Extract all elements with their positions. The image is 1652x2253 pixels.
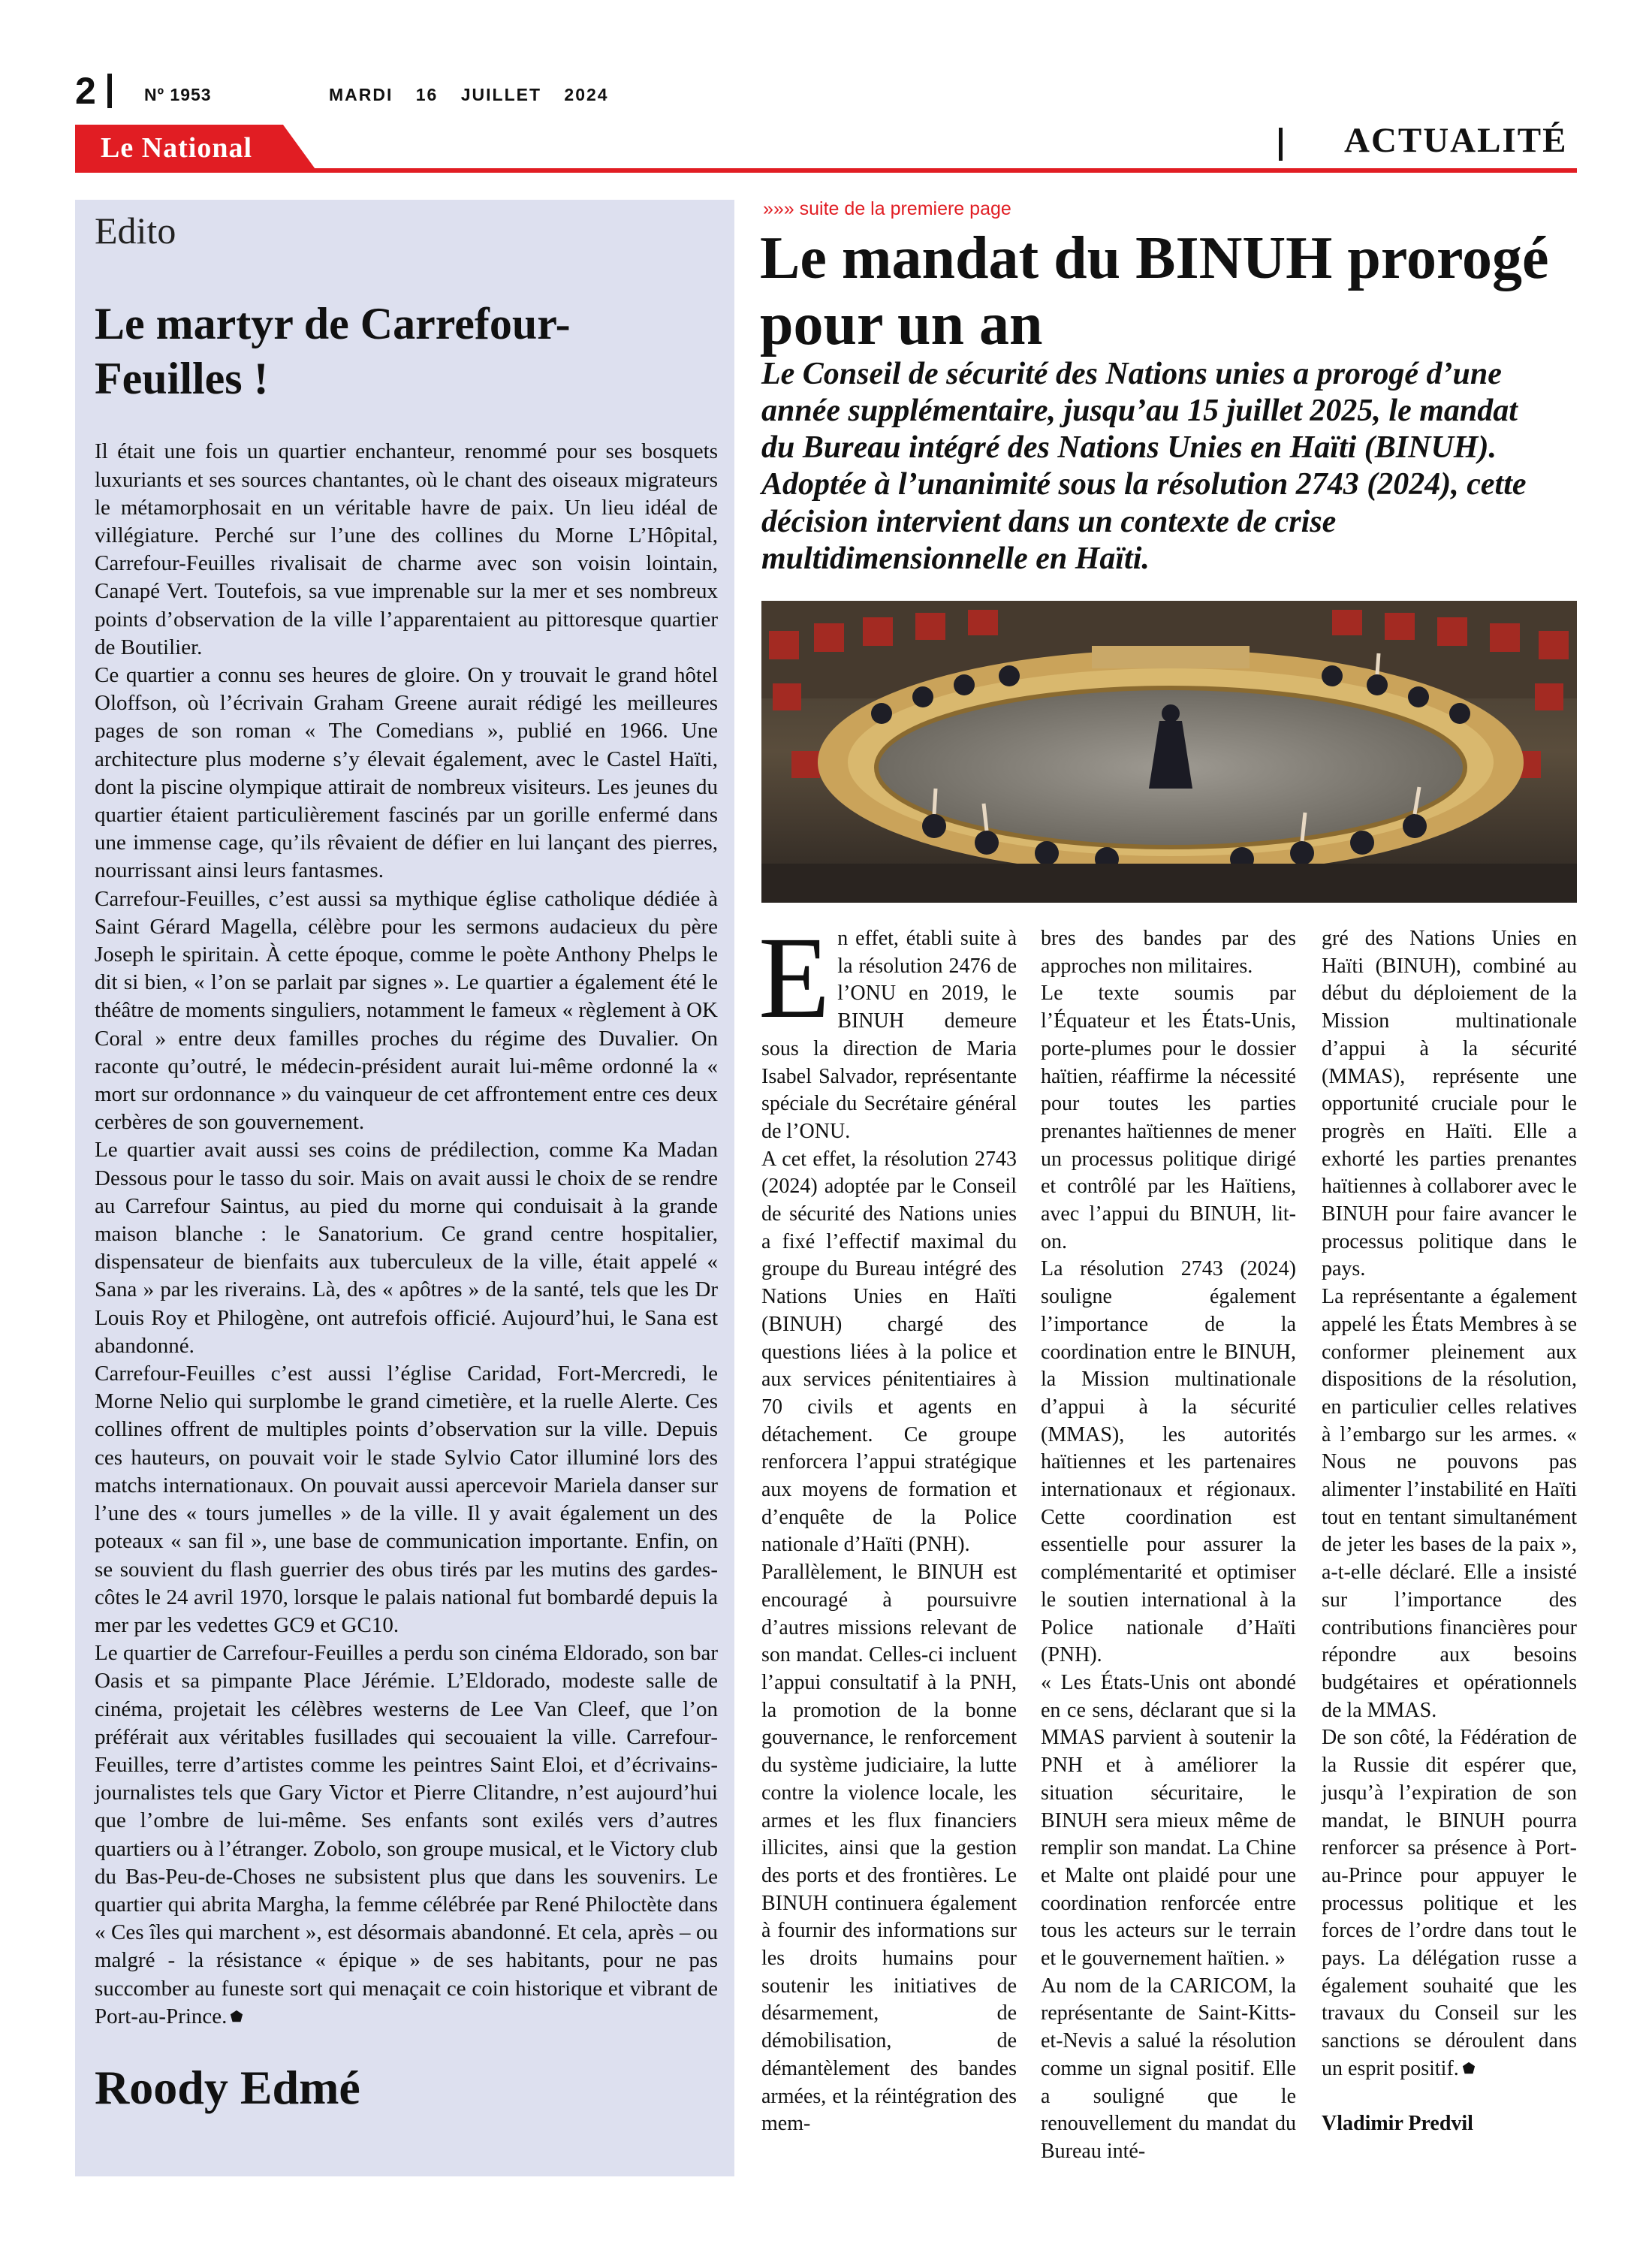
end-mark-icon — [230, 2010, 243, 2023]
edito-title: Le martyr de Carrefour-Feuilles ! — [95, 299, 571, 404]
edito-paragraph-last — [95, 1639, 718, 2031]
newspaper-name: Le National — [101, 132, 253, 164]
edito-paragraph: Carrefour-Feuilles, c’est aussi sa mythique église catholique dédiée à Saint Gérard Magella, célèbre pour les sermons audacieux du père Joseph le spiritain. À cette époque, comme le poète Anthony Phelps le dit si bien, « l’on se parlait par signes ». Le quartier a également été le théâtre de moments singuliers, notamment le fameux « règlement à OK Coral » entre deux familles proches du régime des Duvalier. On raconte qu’outré, le médecin-président aurait lui-même ordonné la « mort sur ordonnance » du vainqueur de cet affrontement entre ces deux cerbères de son gouvernement. — [95, 886, 718, 1135]
article-column-2 — [1041, 925, 1296, 2166]
page-number-divider — [107, 74, 112, 108]
edito-paragraph: Ce quartier a connu ses heures de gloire. On y trouvait le grand hôtel Oloffson, où l’écrivain Graham Greene aurait rédigé les meilleures pages de son roman « The Comedians », publié en 1966. Une architecture plus moderne s’y élevait également, avec le Castel Haïti, dont la piscine olympique attirait de nombreux visiteurs. Les jeunes du quartier étaient particulièrement fascinés par un gorille enfermé dans une immense cage, qu’ils rêvaient de défier en lui lançant des pierres, nourrissant ainsi leurs fantasmes. — [95, 663, 718, 883]
edito-author: Roody Edmé — [95, 2060, 360, 2114]
article-column-1 — [758, 912, 1017, 2138]
article-paragraph: gré des Nations Unies en Haïti (BINUH), combiné au début du déploiement de la Mission multinationale d’appui à la sécurité (MMAS), représente une opportunité cruciale pour le progrès en Haïti. Elle a exhorté les parties prenantes haïtiennes à collaborer avec le BINUH pour faire avancer le processus politique dans le pays. — [1322, 927, 1577, 1281]
article-paragraph-text: De son côté, la Fédération de la Russie dit espérer que, jusqu’à l’expiration de son mandat, le BINUH pourra renforcer sa présence à Port-au-Prince pour appuyer le processus politique et les forces de l’ordre dans tout le pays. La délégation russe a également souhaité que les travaux du Conseil sur les sanctions se déroulent dans un esprit positif. — [1322, 1726, 1577, 2080]
edito-paragraph: Carrefour-Feuilles c’est aussi l’église Caridad, Fort-Mercredi, le Morne Nelio qui surplombe le grand cimetière, et la ruelle Alerte. Ces collines offrent de multiples points d’observation sur la ville. Depuis ces hauteurs, on pouvait voir le stade Sylvio Cator illuminé lors des matchs internationaux. On pouvait aussi apercevoir Mariela danser sur l’une des « tours jumelles » de la ville. Il y avait également un des poteaux « san fil », une base de communication importante. Enfin, on se souvient du flash guerrier des obus tirés par les mutins des gardes-côtes le 24 avril 1970, lorsque le palais national fut bombardé depuis la mer par les vedettes GC9 et GC10. — [95, 1362, 718, 1637]
article-paragraph: Parallèlement, le BINUH est encouragé à poursuivre d’autres missions relevant de son mandat. Celles-ci incluent l’appui consultatif à la PNH, la promotion de la bonne gouvernance, le renforcement du système judiciaire, la lutte contre la violence locale, les armes et les flux financiers illicites, ainsi que la gestion des ports et des frontières. Le BINUH continuera également à fournir des informations sur les droits humains pour soutenir les initiatives de désarmement, de démobilisation, de démantèlement des bandes armées, et la réintégration des mem- — [761, 1561, 1017, 2136]
article-byline: Vladimir Predvil — [1322, 2111, 1473, 2135]
issue-date: MARDI 16 JUILLET 2024 — [329, 85, 609, 104]
edito-paragraph-text: Le quartier de Carrefour-Feuilles a perdu son cinéma Eldorado, son bar Oasis et sa pimpante Place Jérémie. L’Eldorado, modeste salle de cinéma, projetait les célèbres westerns de Lee Van Cleef, que l’on préférait aux véritables fusillades qui secouaient la ville. Carrefour-Feuilles, terre d’artistes comme les peintres Saint Eloi, et d’écrivains-journalistes tels que Gary Victor et Pierre Clitandre, n’est aujourd’hui que l’ombre de lui-même. Ses enfants sont exilés vers d’autres quartiers ou à l’étranger. Zobolo, son groupe musical, et le Victory club du Bas-Peu-de-Choses ne subsistent plus que dans les souvenirs. Le quartier qui abrita Margha, la femme célébrée par René Philoctète dans « Ces îles qui marchent », est désormais abandonné. Et cela, après – ou malgré - la résistance « épique » de ses habitants, pour ne pas succomber au funeste sort qui menaçait ce coin historique et vibrant de Port-au-Prince. — [95, 1641, 718, 2028]
article-lead: Le Conseil de sécurité des Nations unies a prorogé d’une année supplémentaire, jusqu’au 15 juillet 2025, le mandat du Bureau intégré des Nations Unies en Haïti (BINUH). Adoptée à l’unanimité sous la résolution 2743 (2024), cette décision intervient dans un contexte de crise multidimensionnelle en Haïti. — [761, 357, 1527, 576]
page-number: 2 — [75, 70, 96, 112]
drop-cap: E — [758, 912, 831, 1042]
edito-body — [95, 438, 718, 2031]
section-divider — [1279, 128, 1283, 161]
edito-paragraph: Le quartier avait aussi ses coins de prédilection, comme Ka Madan Dessous pour le tasso du soir. Mais on avait aussi le choix de se rendre au Carrefour Saintus, au pied du morne qui conduisait à la grande maison blanche : le Sanatorium. Ce grand centre hospitalier, dispensateur de bienfaits aux tuberculeux de la ville, était appelé « Sana » par les riverains. Là, des « apôtres » de la santé, tels que les Dr Louis Roy et Philogène, ont autrefois officié. Aujourd’hui, le Sana est abandonné. — [95, 1138, 718, 1358]
issue-number: Nº 1953 — [144, 85, 212, 104]
article-column-3 — [1322, 925, 1577, 2134]
article-paragraph: « Les États-Unis ont abondé en ce sens, déclarant que si la MMAS parvient à soutenir la PNH et à améliorer la situation sécuritaire, le BINUH sera mieux même de remplir son mandat. La Chine et Malte ont plaidé pour une coordination renforcée entre tous les acteurs sur le terrain et le gouvernement haïtien. » — [1041, 1670, 1296, 1971]
header-rule — [75, 168, 1577, 173]
end-mark-icon — [1462, 2061, 1476, 2075]
article-kicker: »»» suite de la premiere page — [763, 198, 1011, 219]
edito-label: Edito — [95, 210, 176, 252]
article-paragraph: bres des bandes par des approches non militaires. — [1041, 927, 1296, 978]
article-paragraph-last — [1322, 1724, 1577, 2083]
security-council-photo — [761, 601, 1577, 903]
article-paragraph: Au nom de la CARICOM, la représentante de Saint-Kitts-et-Nevis a salué la résolution comme un signal positif. Elle a souligné que le renouvellement du mandat du Bureau inté- — [1041, 1974, 1296, 2163]
edito-paragraph: Il était une fois un quartier enchanteur, renommé pour ses bosquets luxuriants et ses sources chantantes, où le chant des oiseaux migrateurs le métamorphosait en un véritable havre de paix. Un lieu idéal de villégiature. Perché sur l’une des collines du Morne L’Hôpital, Carrefour-Feuilles rivalisait de charme avec son voisin lointain, Canapé Vert. Toutefois, sa vue imprenable sur la mer et ses nombreux points d’observation de la ville l’apparentaient au pittoresque quartier de Boutilier. — [95, 439, 718, 659]
article-paragraph — [758, 912, 1017, 1146]
article-paragraph: La résolution 2743 (2024) souligne également l’importance de la coordination entre le BINUH, la Mission multinationale d’appui à la sécurité (MMAS), les autorités haïtiennes et les partenaires internationaux et régionaux. Cette coordination est essentielle pour assurer la complémentarité et optimiser le soutien international à la Police nationale d’Haïti (PNH). — [1041, 1257, 1296, 1667]
article-paragraph: A cet effet, la résolution 2743 (2024) adoptée par le Conseil de sécurité des Nations unies a fixé l’effectif maximal du groupe du Bureau intégré des Nations Unies en Haïti (BINUH) chargé des questions liées à la police et aux services pénitentiaires à 70 civils et agents en détachement. Ce groupe renforcera l’appui stratégique aux moyens de formation et d’enquête de la Police nationale d’Haïti (PNH). — [761, 1147, 1017, 1557]
article-paragraph: La représentante a également appelé les États Membres à se conformer pleinement aux dispositions de la résolution, en particulier celles relatives à l’embargo sur les armes. « Nous ne pouvons pas alimenter l’instabilité en Haïti tout en tentant simultanément de jeter les bases de la paix », a-t-elle déclaré. Elle a insisté sur l’importance des contributions financières pour répondre aux besoins budgétaires et opérationnels de la MMAS. — [1322, 1285, 1577, 1722]
section-title: ACTUALITÉ — [1344, 121, 1568, 160]
edito-box — [75, 200, 734, 2176]
article-paragraph-text: n effet, établi suite à la résolution 2476 de l’ONU en 2019, le BINUH demeure sous la direction de Maria Isabel Salvador, représentante spéciale du Secrétaire général de l’ONU. — [761, 927, 1017, 1143]
article-headline: Le mandat du BINUH prorogé pour un an — [760, 225, 1549, 357]
article-paragraph: Le texte soumis par l’Équateur et les États-Unis, porte-plumes pour le dossier haïtien, réaffirme la nécessité pour toutes les parties prenantes haïtiennes de mener un processus politique dirigé et contrôlé par les Haïtiens, avec l’appui du BINUH, lit-on. — [1041, 982, 1296, 1253]
